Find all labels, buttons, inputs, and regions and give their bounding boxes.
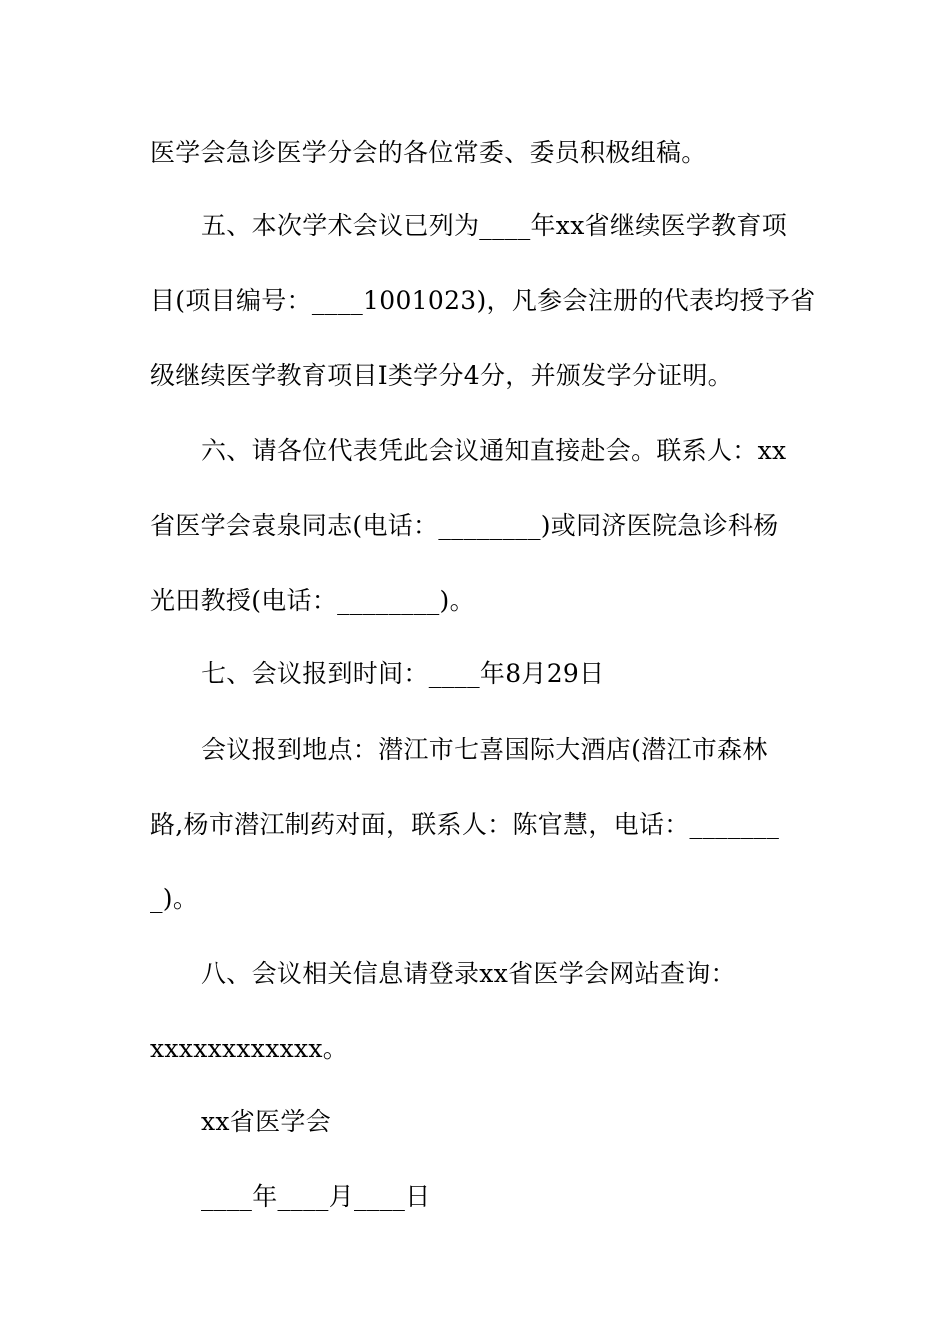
- item-5-line-1: 五、本次学术会议已列为____年xx省继续医学教育项: [201, 211, 787, 240]
- item-8-line-2: xxxxxxxxxxxx。: [150, 1034, 349, 1063]
- item-6-line-3: 光田教授(电话：________)。: [150, 586, 475, 615]
- item-5-line-3: 级继续医学教育项目Ⅰ类学分4分，并颁发学分证明。: [150, 361, 733, 390]
- report-location-line-3: _)。: [150, 884, 199, 913]
- item-8-line-1: 八、会议相关信息请登录xx省医学会网站查询：: [201, 959, 736, 988]
- item-5-line-2: 目(项目编号：____1001023)，凡参会注册的代表均授予省: [150, 286, 816, 315]
- report-location-line-2: 路,杨市潜江制药对面，联系人：陈官慧，电话：_______: [150, 810, 780, 839]
- item-6-line-2: 省医学会袁泉同志(电话：________)或同济医院急诊科杨: [150, 511, 779, 540]
- report-location-line-1: 会议报到地点：潜江市七喜国际大酒店(潜江市森林: [201, 735, 768, 764]
- item-7-report-time: 七、会议报到时间：____年8月29日: [201, 659, 605, 688]
- signature-date: ____年____月____日: [201, 1182, 431, 1211]
- signature-organization: xx省医学会: [201, 1107, 331, 1136]
- item-6-line-1: 六、请各位代表凭此会议通知直接赴会。联系人：xx: [201, 436, 787, 465]
- paragraph-line-1: 医学会急诊医学分会的各位常委、委员积极组稿。: [150, 138, 707, 167]
